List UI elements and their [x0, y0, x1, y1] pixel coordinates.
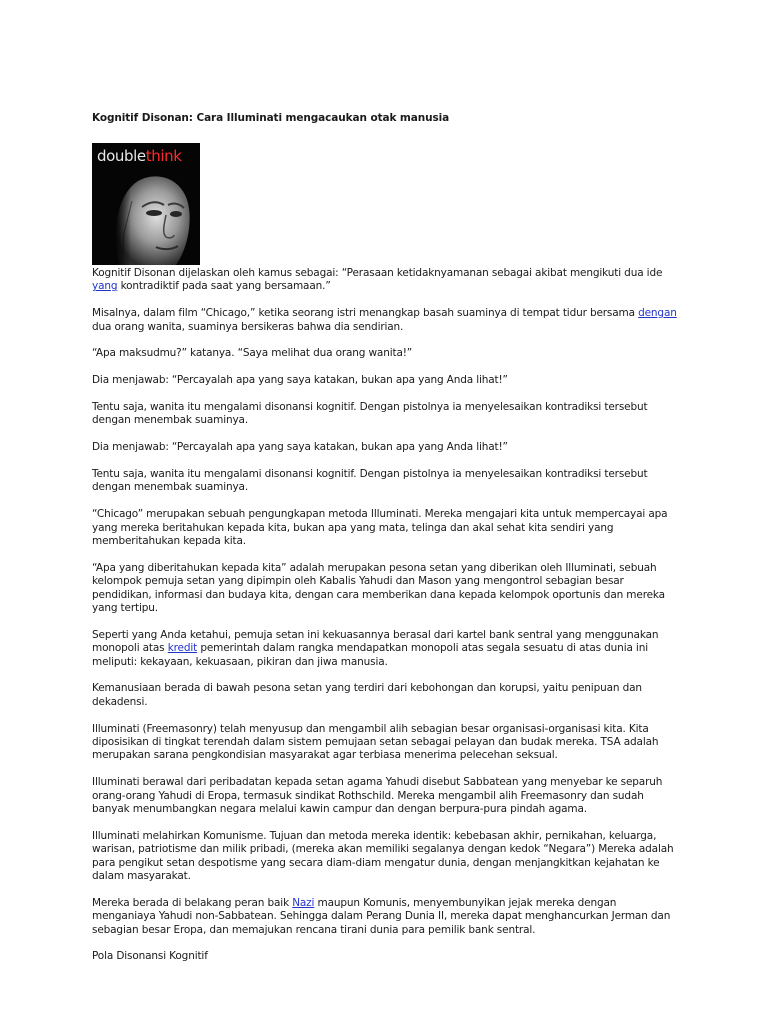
paragraph — [92, 347, 682, 360]
article-title: Kognitif Disonan: Cara Illuminati mengacaukan otak manusia — [92, 112, 450, 124]
cover-word-think: think — [145, 147, 182, 165]
paragraph-text: Dia menjawab: “Percayalah apa yang saya katakan, bukan apa yang Anda lihat!” — [92, 374, 508, 387]
paragraph-text: kontradiktif pada saat yang bersamaan.” — [117, 280, 331, 293]
paragraph — [92, 723, 682, 763]
paragraph-text: Illuminati berawal dari peribadatan kepada setan agama Yahudi disebut Sabbatean yang menyebar ke separuh orang-orang Yahudi di Eropa, termasuk sindikat Rothschild. Mereka mengambil alih Freemasonry dan sudah banyak menumbangkan negara melalui kawin campur dan dengan berpura-pura pindah agama. — [92, 776, 663, 816]
inline-link[interactable]: Nazi — [292, 896, 315, 909]
paragraph-text: Seperti yang Anda ketahui, pemuja setan ini kekuasannya berasal dari kartel bank sentral yang menggunakan monopoli atas — [92, 628, 659, 655]
paragraph — [92, 897, 682, 937]
paragraph — [92, 682, 682, 709]
paragraph-text: Mereka berada di belakang peran baik — [92, 896, 293, 909]
paragraph — [92, 401, 682, 428]
cover-word-double: double — [97, 147, 146, 165]
inline-link[interactable]: kredit — [167, 642, 198, 655]
paragraph — [92, 374, 682, 387]
paragraph-text: Dia menjawab: “Percayalah apa yang saya katakan, bukan apa yang Anda lihat!” — [92, 441, 508, 454]
paragraph-text: “Apa yang diberitahukan kepada kita” adalah merupakan pesona setan yang diberikan oleh Illuminati, sebuah kelompok pemuja setan yang dipimpin oleh Kabalis Yahudi dan Mason yang mengontrol sebagian besar pendidikan, informasi dan budaya kita, dengan cara memberikan dana kepada kelompok oportunis dan mereka yang tertipu. — [92, 561, 665, 615]
paragraph-text: Pola Disonansi Kognitif — [92, 950, 208, 963]
article-body — [92, 267, 682, 964]
paragraph-text: pemerintah dalam rangka mendapatkan monopoli atas segala sesuatu di atas dunia ini meliputi: kekayaan, kekuasaan, pikiran dan jiwa manusia. — [92, 642, 648, 668]
paragraph — [92, 776, 682, 816]
paragraph-text: Tentu saja, wanita itu mengalami disonansi kognitif. Dengan pistolnya ia menyelesaikan kontradiksi tersebut dengan menembak suaminya. — [92, 401, 648, 427]
paragraph-text: Illuminati (Freemasonry) telah menyusup dan mengambil alih sebagian besar organisasi-organisasi kita. Kita diposisikan di tingkat terendah dalam sistem pemujaan setan sebagai pelayan dan budak mereka. TSA adalah merupakan sarana pengkondisian masyarakat agar terbiasa menerima pelecehan seksual. — [92, 722, 659, 762]
paragraph — [92, 508, 682, 548]
paragraph-text: Illuminati melahirkan Komunisme. Tujuan dan metoda mereka identik: kebebasan akhir, pernikahan, keluarga, warisan, patriotisme dan milik pribadi, (mereka akan memiliki segalanya dengan kedok “Negara”) Mereka adalah para pengikut setan despotisme yang secara diam-diam mengatur dunia, dengan menjangkitkan kejahatan ke dalam masyarakat. — [92, 829, 674, 883]
paragraph-text: Kemanusiaan berada di bawah pesona setan yang terdiri dari kebohongan dan korupsi, yaitu penipuan dan dekadensi. — [92, 682, 642, 708]
paragraph-text: Misalnya, dalam film “Chicago,” ketika seorang istri menangkap basah suaminya di tempat tidur bersama — [92, 307, 639, 320]
book-cover-image — [92, 143, 200, 265]
book-cover-title — [97, 148, 181, 165]
paragraph — [92, 629, 682, 669]
paragraph-text: maupun Komunis, menyembunyikan jejak mereka dengan menganiaya Yahudi non-Sabbatean. Sehingga dalam Perang Dunia II, mereka dapat menghancurkan Jerman dan sebagian besar Eropa, dan memajukan rencana tirani dunia para pemilik bank sentral. — [92, 896, 671, 936]
paragraph — [92, 307, 682, 334]
paragraph — [92, 830, 682, 884]
inline-link[interactable]: yang — [92, 280, 118, 293]
document-page — [92, 111, 682, 977]
paragraph-text: “Chicago” merupakan sebuah pengungkapan metoda Illuminati. Mereka mengajari kita untuk mempercayai apa yang mereka beritahukan kepada kita, bukan apa yang mata, telinga dan akal sehat kita sendiri yang memberitahukan kepada kita. — [92, 508, 668, 548]
paragraph-text: Tentu saja, wanita itu mengalami disonansi kognitif. Dengan pistolnya ia menyelesaikan kontradiksi tersebut dengan menembak suaminya. — [92, 468, 648, 494]
paragraph — [92, 950, 682, 963]
inline-link[interactable]: dengan — [638, 307, 677, 320]
paragraph — [92, 468, 682, 495]
paragraph-text: “Apa maksudmu?” katanya. “Saya melihat dua orang wanita!” — [92, 347, 413, 360]
paragraph-text: dua orang wanita, suaminya bersikeras bahwa dia sendirian. — [92, 320, 404, 333]
paragraph — [92, 562, 682, 616]
paragraph — [92, 441, 682, 454]
paragraph — [92, 267, 682, 294]
paragraph-text: Kognitif Disonan dijelaskan oleh kamus sebagai: “Perasaan ketidaknyamanan sebagai akibat mengikuti dua ide — [92, 267, 663, 279]
